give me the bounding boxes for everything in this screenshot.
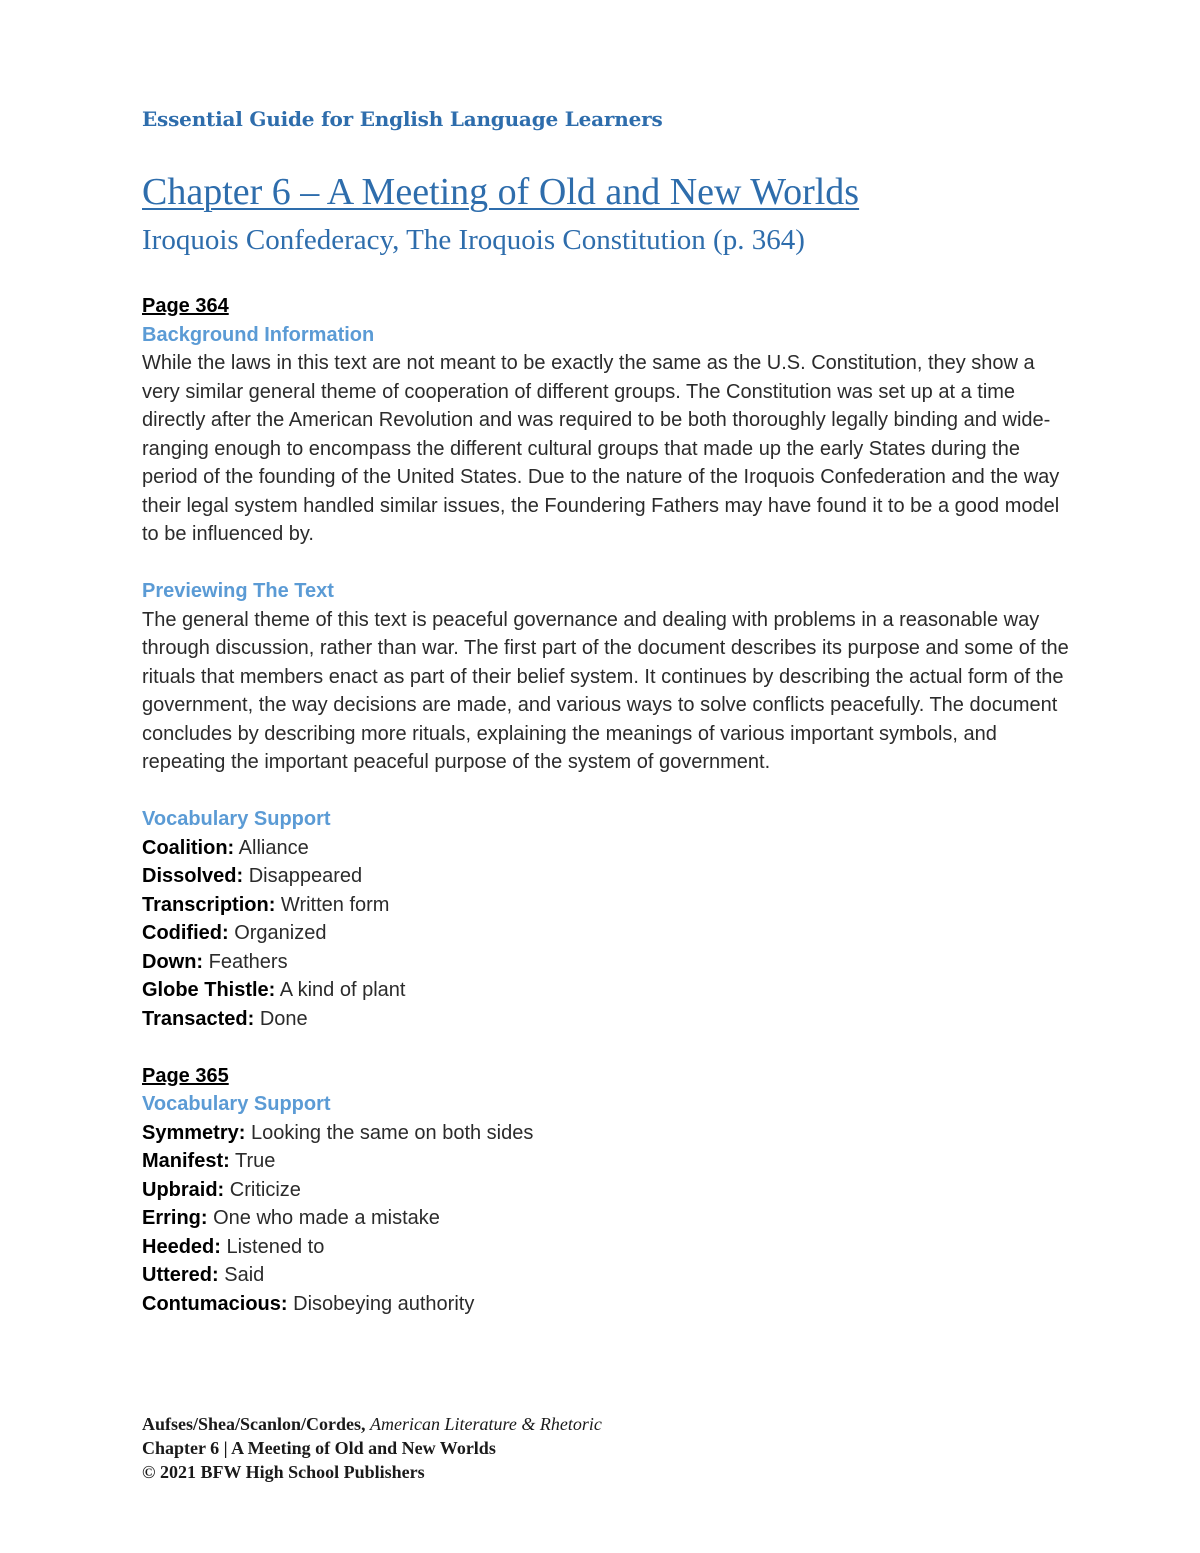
vocab-item [142, 976, 1072, 1005]
vocab-item [142, 919, 1072, 948]
footer-authors: Aufses/Shea/Scanlon/Cordes, [142, 1414, 366, 1434]
main-content [142, 292, 1072, 1318]
vocab-term: Erring: [142, 1207, 208, 1229]
preview-heading: Previewing The Text [142, 580, 334, 602]
vocab-item [142, 1005, 1072, 1034]
vocab-item [142, 862, 1072, 891]
vocab-item [142, 1233, 1072, 1262]
vocab-term: Upbraid: [142, 1178, 225, 1201]
vocab-definition: Done [259, 1007, 308, 1030]
vocab-term: Transacted: [142, 1007, 255, 1030]
vocab-definition: True [235, 1150, 276, 1172]
vocab-item [142, 1261, 1072, 1290]
vocab-term: Codified: [142, 922, 229, 944]
footer-citation [142, 1412, 602, 1436]
vocab-definition: Criticize [229, 1178, 301, 1201]
vocab-definition: Feathers [208, 950, 288, 973]
vocab-item [142, 1176, 1072, 1205]
vocab-definition: Disobeying authority [293, 1292, 475, 1315]
vocab-term: Down: [142, 950, 204, 973]
vocab-definition: Written form [280, 893, 390, 916]
vocab-definition: Looking the same on both sides [250, 1121, 534, 1144]
background-heading: Background Information [142, 323, 375, 346]
vocab-item [142, 1204, 1072, 1233]
vocab-definition: Listened to [226, 1235, 325, 1258]
guide-title: Essential Guide for English Language Learners [142, 107, 663, 131]
vocab-item [142, 1290, 1072, 1319]
vocab-definition: Disappeared [248, 865, 363, 887]
chapter-subtitle: Iroquois Confederacy, The Iroquois Constitution (p. 364) [142, 224, 805, 256]
vocab-heading-365: Vocabulary Support [142, 1093, 331, 1115]
footer-book-title: American Literature & Rhetoric [370, 1414, 602, 1434]
vocab-heading-364: Vocabulary Support [142, 808, 331, 830]
vocab-term: Symmetry: [142, 1121, 246, 1144]
background-paragraph: While the laws in this text are not meant to be exactly the same as the U.S. Constitution, they show a very similar general theme of cooperation of different groups. The Constitution was set up at a time directly after the American Revolution and was required to be both thoroughly legally binding and wide-ranging enough to encompass the different cultural groups that made up the early States during the period of the founding of the United States. Due to the nature of the Iroquois Confederation and the way their legal system handled similar issues, the Foundering Fathers may have found it to be a good model to be influenced by. [142, 352, 1060, 545]
vocab-item [142, 834, 1072, 863]
vocab-item [142, 1119, 1072, 1148]
vocab-term: Uttered: [142, 1264, 219, 1286]
vocab-definition: Organized [234, 922, 327, 944]
vocab-definition: A kind of plant [279, 979, 406, 1001]
page-365-label: Page 365 [142, 1064, 229, 1087]
vocab-definition: Said [224, 1264, 265, 1286]
vocab-list-364 [142, 834, 1072, 1034]
vocab-term: Globe Thistle: [142, 979, 276, 1001]
vocab-term: Transcription: [142, 893, 276, 916]
page-364-label: Page 364 [142, 295, 229, 317]
vocab-definition: One who made a mistake [213, 1207, 440, 1229]
document-page [142, 0, 1072, 1553]
vocab-term: Contumacious: [142, 1292, 288, 1315]
vocab-term: Heeded: [142, 1235, 221, 1258]
vocab-item [142, 1147, 1072, 1176]
vocab-term: Manifest: [142, 1150, 230, 1172]
vocab-term: Coalition: [142, 836, 235, 859]
chapter-title: Chapter 6 – A Meeting of Old and New Worlds [142, 171, 860, 213]
vocab-definition: Alliance [238, 836, 309, 859]
footer-copyright: © 2021 BFW High School Publishers [142, 1462, 425, 1482]
vocab-item [142, 891, 1072, 920]
page-footer [142, 1412, 602, 1484]
vocab-item [142, 948, 1072, 977]
footer-chapter: Chapter 6 | A Meeting of Old and New Worlds [142, 1438, 496, 1458]
vocab-term: Dissolved: [142, 865, 244, 887]
vocab-list-365 [142, 1119, 1072, 1319]
preview-paragraph: The general theme of this text is peaceful governance and dealing with problems in a reasonable way through discussion, rather than war. The first part of the document describes its purpose and some of the rituals that members enact as part of their belief system. It continues by describing the actual form of the government, the way decisions are made, and various ways to solve conflicts peacefully. The document concludes by describing more rituals, explaining the meanings of various important symbols, and repeating the important peaceful purpose of the system of government. [142, 608, 1069, 773]
